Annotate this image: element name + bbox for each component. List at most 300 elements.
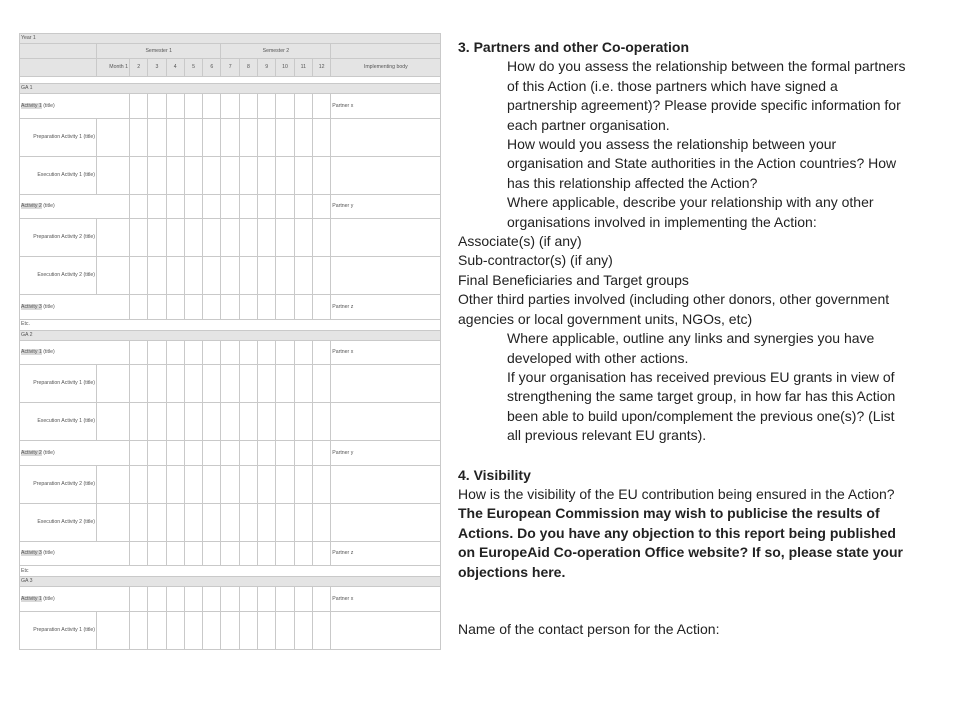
partner-cell: Partner z [331,541,441,566]
month-cell [203,219,221,257]
month-cell [312,118,330,156]
month-cell [221,94,239,119]
month-cell [166,587,184,612]
activity-title-cell [20,340,130,365]
group-activity-label: GA 1 [20,84,441,94]
month-cell [276,541,294,566]
month-cell [258,403,276,441]
month-label: 10 [276,59,294,77]
month-cell [130,295,148,320]
month-cell [148,465,166,503]
sub-activity-label: Execution Activity 2 (title) [20,257,97,295]
month-cell [276,118,294,156]
month-cell [221,219,239,257]
month-cell [312,194,330,219]
month-cell [276,340,294,365]
month-cell [276,295,294,320]
blank-cell [20,44,97,59]
partner-cell: Partner x [331,587,441,612]
month-cell [276,219,294,257]
month-cell [312,156,330,194]
month-cell [148,156,166,194]
semester-2-label: Semester 2 [221,44,331,59]
month-cell [294,503,312,541]
activity-number: Activity 1 [21,102,42,109]
month-cell [97,611,130,649]
month-cell [130,465,148,503]
month-cell [184,465,202,503]
month-cell [239,340,257,365]
activity-title-cell [20,587,130,612]
month-cell [97,257,130,295]
month-cell [276,611,294,649]
partner-cell [331,257,441,295]
activity-row [20,340,441,365]
month-cell [203,365,221,403]
month-cell [239,257,257,295]
month-cell [312,295,330,320]
month-cell [97,365,130,403]
month-cell [203,503,221,541]
activity-title-cell [20,94,130,119]
subcontractors-item: Sub-contractor(s) (if any) [458,252,613,269]
sub-row [20,257,441,295]
sub-activity-label: Preparation Activity 2 (title) [20,465,97,503]
month-cell [276,403,294,441]
month-cell [130,194,148,219]
activity-number: Activity 3 [21,303,42,310]
month-cell [97,503,130,541]
partner-cell [331,503,441,541]
month-cell [312,587,330,612]
month-cell [184,219,202,257]
month-cell [258,295,276,320]
partner-cell: Partner y [331,194,441,219]
month-cell [258,441,276,466]
sub-activity-label: Execution Activity 1 (title) [20,156,97,194]
month-cell [294,587,312,612]
month-cell [312,94,330,119]
month-cell [221,611,239,649]
month-cell [184,441,202,466]
month-cell [294,465,312,503]
month-cell [258,587,276,612]
sub-row [20,118,441,156]
month-cell [148,340,166,365]
month-cell [184,503,202,541]
partner-cell [331,118,441,156]
month-cell [97,403,130,441]
month-cell [221,194,239,219]
month-cell [148,219,166,257]
month-cell [130,118,148,156]
month-cell [166,441,184,466]
visibility-question: How is the visibility of the EU contribution being ensured in the Action? [458,485,895,502]
month-cell [294,219,312,257]
month-cell [221,295,239,320]
section-row [20,84,441,94]
month-cell [276,156,294,194]
month-label: 11 [294,59,312,77]
blank-cell [20,59,97,77]
activity-title-cell [20,194,130,219]
month-cell [166,194,184,219]
month-cell [239,403,257,441]
month-cell [312,465,330,503]
month-cell [166,340,184,365]
month-cell [166,465,184,503]
month-cell [239,118,257,156]
report-text-column [458,38,910,639]
sub-row [20,219,441,257]
month-cell [312,503,330,541]
month-cell [166,365,184,403]
other-organisations-question: Where applicable, describe your relationship with any other organisations involved in implementing the Action: [507,194,874,230]
partner-cell [331,156,441,194]
month-row [20,59,441,77]
month-cell [203,465,221,503]
month-cell [130,340,148,365]
partner-cell [331,365,441,403]
activity-title: (title) [41,303,55,310]
month-cell [312,611,330,649]
month-cell [148,118,166,156]
month-cell [166,403,184,441]
month-cell [148,365,166,403]
month-cell [97,118,130,156]
month-cell [312,441,330,466]
month-cell [148,194,166,219]
activity-title: (title) [41,203,55,209]
month-cell [130,94,148,119]
month-cell [294,118,312,156]
month-cell [312,365,330,403]
month-cell [148,611,166,649]
month-cell [130,365,148,403]
month-cell [221,340,239,365]
month-cell [148,94,166,119]
month-cell [221,503,239,541]
month-cell [130,219,148,257]
month-cell [276,194,294,219]
month-label: 2 [130,59,148,77]
month-cell [184,94,202,119]
sub-activity-label: Execution Activity 2 (title) [20,503,97,541]
month-cell [276,365,294,403]
month-cell [203,194,221,219]
month-cell [258,219,276,257]
month-cell [312,403,330,441]
month-cell [148,503,166,541]
partner-cell [331,219,441,257]
month-cell [294,365,312,403]
month-cell [221,156,239,194]
partner-cell: Partner y [331,441,441,466]
activity-number: Activity 3 [21,550,42,556]
sub-row [20,403,441,441]
month-cell [239,295,257,320]
month-cell [239,194,257,219]
month-cell [184,611,202,649]
month-cell [184,541,202,566]
year-label: Year 1 [20,34,441,44]
month-cell [148,541,166,566]
synergies-question: Where applicable, outline any links and synergies you have developed with other actions. [507,330,875,366]
month-label: 9 [258,59,276,77]
month-cell [130,611,148,649]
activity-title-cell [20,295,130,320]
month-cell [130,541,148,566]
sub-activity-label: Preparation Activity 1 (title) [20,118,97,156]
month-cell [294,257,312,295]
third-parties-item: Other third parties involved (including other donors, other government agencies or local government units, NGOs, etc) [458,291,890,327]
month-cell [294,403,312,441]
activity-number: Activity 2 [21,203,42,209]
sub-row [20,465,441,503]
month-cell [294,611,312,649]
month-cell [221,465,239,503]
month-cell [166,541,184,566]
month-cell [184,403,202,441]
activity-number: Activity 2 [21,449,42,456]
partner-cell: Partner z [331,295,441,320]
activity-row [20,441,441,466]
month-cell [203,340,221,365]
month-cell [203,587,221,612]
month-cell [276,257,294,295]
etc-row [20,319,441,330]
month-cell [239,541,257,566]
month-cell [97,219,130,257]
month-cell [166,219,184,257]
month-cell [239,156,257,194]
month-cell [184,340,202,365]
month-cell [221,257,239,295]
month-label: 5 [184,59,202,77]
partner-cell: Partner x [331,94,441,119]
activity-row [20,295,441,320]
month-cell [97,156,130,194]
month-cell [239,503,257,541]
month-cell [148,257,166,295]
implementing-body-header: Implementing body [331,59,441,77]
sub-row [20,503,441,541]
month-cell [166,611,184,649]
month-cell [166,257,184,295]
activity-row [20,94,441,119]
activity-title: (title) [41,102,55,109]
activity-title: (title) [41,449,55,456]
publication-objection-question: The European Commission may wish to publicise the results of Actions. Do you have any objection to this report being published on EuropeAid Co-operation Office website? If so, please state your objections here. [458,505,903,580]
month-cell [203,541,221,566]
month-cell [258,541,276,566]
month-cell [184,156,202,194]
partner-cell [331,465,441,503]
partner-cell [331,403,441,441]
activity-row [20,194,441,219]
beneficiaries-item: Final Beneficiaries and Target groups [458,271,689,288]
partner-cell [331,611,441,649]
partners-question: How do you assess the relationship between the formal partners of this Action (i.e. those partners which have signed a partnership agreement)? Please provide specific information for each partner organisation. [507,58,906,133]
month-cell [130,587,148,612]
month-cell [130,403,148,441]
activity-number: Activity 1 [21,595,42,602]
section-row [20,330,441,340]
group-activity-label: GA 3 [20,577,441,587]
month-cell [203,94,221,119]
month-cell [221,403,239,441]
group-activity-label: GA 2 [20,330,441,340]
month-cell [221,541,239,566]
month-cell [184,194,202,219]
month-cell [184,257,202,295]
month-cell [239,94,257,119]
month-cell [312,340,330,365]
month-cell [276,94,294,119]
etc-label: Etc [20,566,441,577]
month-cell [276,465,294,503]
month-cell [239,219,257,257]
month-cell [184,587,202,612]
month-cell [203,403,221,441]
month-cell [294,194,312,219]
month-cell [166,503,184,541]
spacer [458,446,910,466]
month-cell [294,156,312,194]
semester-row [20,44,441,59]
month-cell [294,94,312,119]
month-cell [221,587,239,612]
month-cell [312,257,330,295]
month-cell [239,441,257,466]
month-cell [258,465,276,503]
month-cell [203,611,221,649]
month-cell [203,156,221,194]
month-cell [239,587,257,612]
section-4-heading: 4. Visibility [458,466,531,483]
month-cell [276,503,294,541]
month-cell [130,441,148,466]
month-cell [166,156,184,194]
month-cell [130,156,148,194]
month-cell [221,118,239,156]
month-cell [239,611,257,649]
etc-label: Etc. [20,319,441,330]
activity-title: (title) [41,349,55,355]
month-cell [294,441,312,466]
sub-activity-label: Preparation Activity 1 (title) [20,611,97,649]
month-cell [203,118,221,156]
month-cell [221,441,239,466]
month-cell [258,94,276,119]
previous-grants-question: If your organisation has received previous EU grants in view of strengthening the same target group, in how far has this Action been able to build upon/complement the previous one(s)? (List all previous relevant EU grants). [507,368,896,444]
month-cell [258,257,276,295]
month-cell [294,295,312,320]
month-cell [148,295,166,320]
month-cell [239,365,257,403]
associates-item: Associate(s) (if any) [458,233,582,250]
month-cell [203,441,221,466]
blank-cell [331,44,441,59]
month-label: 4 [166,59,184,77]
month-cell [258,156,276,194]
month-cell [258,340,276,365]
month-cell [203,257,221,295]
month-cell [258,611,276,649]
sub-activity-label: Execution Activity 1 (title) [20,403,97,441]
etc-row [20,566,441,577]
blank-cell [20,77,441,84]
sub-activity-label: Preparation Activity 1 (title) [20,365,97,403]
month-cell [239,465,257,503]
month-label: 7 [221,59,239,77]
spacer-row [20,77,441,84]
activity-row [20,587,441,612]
sub-row [20,611,441,649]
section-row [20,577,441,587]
month-cell [258,118,276,156]
month-cell [203,295,221,320]
semester-1-label: Semester 1 [97,44,221,59]
month-cell [276,441,294,466]
month-cell [312,219,330,257]
activity-number: Activity 1 [21,349,42,355]
sub-activity-label: Preparation Activity 2 (title) [20,219,97,257]
month-cell [294,340,312,365]
activity-title-cell [20,541,130,566]
month-cell [166,94,184,119]
month-label: 12 [312,59,330,77]
spacer [458,582,910,620]
month-cell [276,587,294,612]
month-cell [294,541,312,566]
contact-person-label: Name of the contact person for the Action: [458,620,720,637]
activity-title: (title) [41,595,55,602]
partner-cell: Partner x [331,340,441,365]
month-cell [130,257,148,295]
month-cell [312,541,330,566]
month-cell [184,365,202,403]
month-cell [130,503,148,541]
activity-schedule-table [19,33,441,655]
month-cell [148,441,166,466]
schedule-grid [19,33,441,650]
month-cell [148,403,166,441]
month-1-label: Month 1 [97,59,130,77]
month-cell [258,503,276,541]
month-cell [166,295,184,320]
month-cell [166,118,184,156]
month-cell [184,118,202,156]
activity-title-cell [20,441,130,466]
activity-row [20,541,441,566]
month-cell [97,465,130,503]
month-label: 6 [203,59,221,77]
sub-row [20,156,441,194]
month-label: 3 [148,59,166,77]
state-authorities-question: How would you assess the relationship between your organisation and State authorities in the Action countries? How has this relationship affected the Action? [507,136,897,191]
section-3-heading: 3. Partners and other Co-operation [458,39,690,55]
month-label: 8 [239,59,257,77]
month-cell [184,295,202,320]
month-cell [221,365,239,403]
month-cell [258,194,276,219]
activity-title: (title) [41,550,55,556]
month-cell [258,365,276,403]
month-cell [148,587,166,612]
sub-row [20,365,441,403]
year-row [20,34,441,44]
